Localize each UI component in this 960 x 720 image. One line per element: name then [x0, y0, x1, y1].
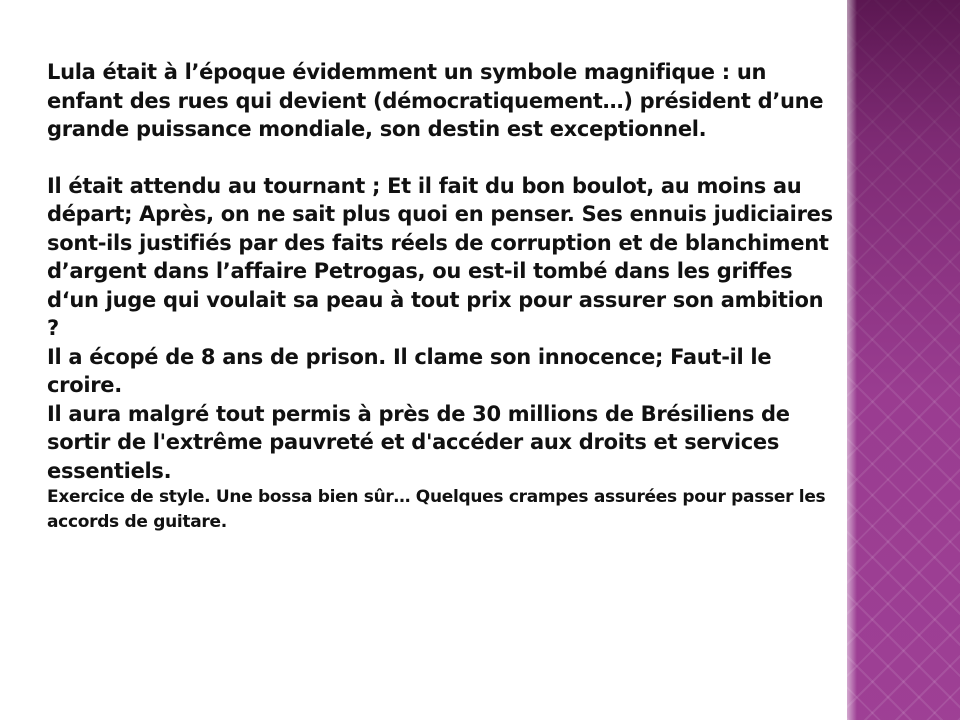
paragraph-poverty-reduction: Il aura malgré tout permis à près de 30 millions de Brésiliens de sortir de l'extrême pauvreté et d'accéder aux droits et services essentiels.	[47, 401, 790, 483]
slide-body	[47, 58, 837, 535]
paragraph-gap	[47, 144, 837, 172]
sidebar-edge	[847, 0, 857, 720]
paragraph-exercise-note: Exercice de style. Une bossa bien sûr… Quelques crampes assurées pour passer les accords de guitare.	[47, 487, 826, 532]
paragraph-prison-sentence: Il a écopé de 8 ans de prison. Il clame son innocence; Faut-il le croire.	[47, 344, 772, 397]
decorative-sidebar	[847, 0, 960, 720]
paragraph-judicial-troubles: Il était attendu au tournant ; Et il fait du bon boulot, au moins au départ; Après, on ne sait plus quoi en penser. Ses ennuis judiciaires sont-ils justifiés par des faits réels de corruption et de blanchiment d’argent dans l’affaire Petrogas, ou est-il tombé dans les griffes d‘un juge qui voulait sa peau à tout prix pour assurer son ambition ?	[47, 173, 833, 340]
paragraph-lula-symbol: Lula était à l’époque évidemment un symbole magnifique : un enfant des rues qui devient (démocratiquement…) président d’une grande puissance mondiale, son destin est exceptionnel.	[47, 60, 824, 141]
